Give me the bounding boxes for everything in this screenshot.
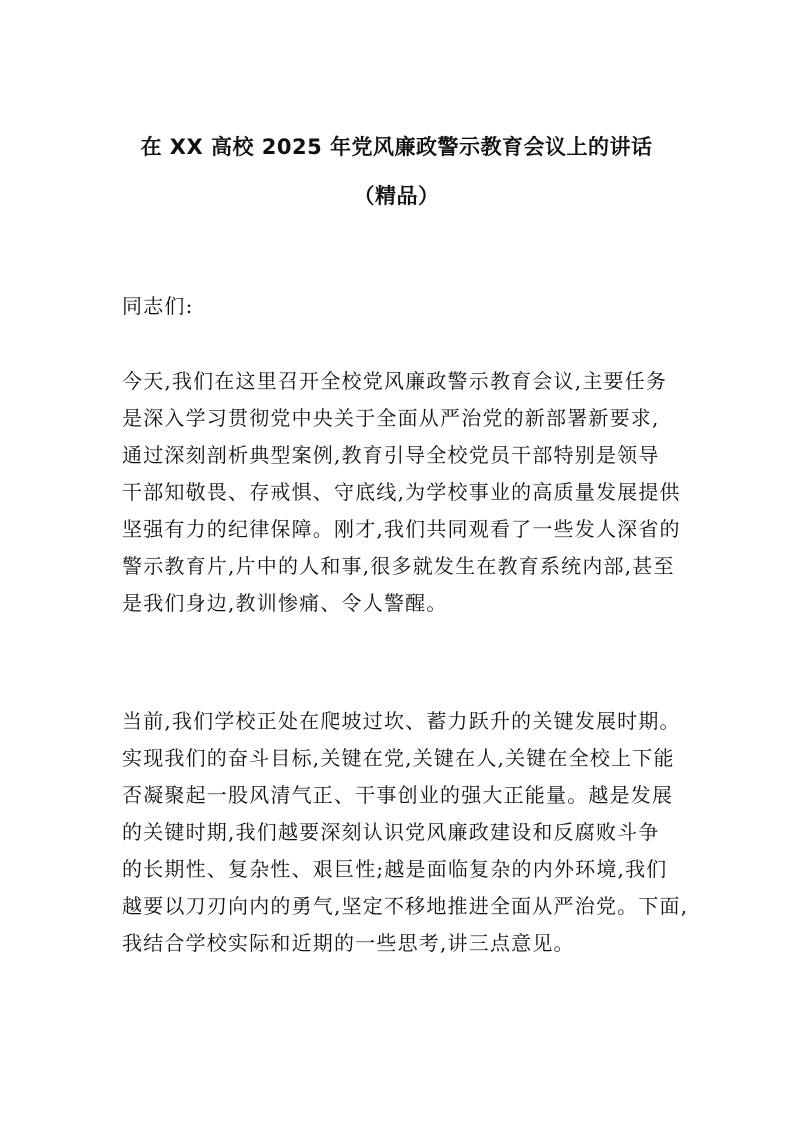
paragraph-line: 通过深刻剖析典型案例,教育引导全校党员干部特别是领导 [122,443,660,467]
paragraph-line: 实现我们的奋斗目标,关键在党,关键在人,关键在全校上下能 [122,746,675,770]
paragraph-line: 警示教育片,片中的人和事,很多就发生在教育系统内部,甚至 [122,554,675,578]
paragraph-line: 是深入学习贯彻党中央关于全面从严治党的新部署新要求, [122,406,660,430]
greeting: 同志们: [122,294,194,318]
paragraph-2 [122,703,689,962]
paragraph-line: 否凝聚起一股风清气正、干事创业的强大正能量。越是发展 [122,783,674,807]
paragraph-line: 干部知敬畏、存戒惧、守底线,为学校事业的高质量发展提供 [122,480,681,504]
paragraph-line: 的长期性、复杂性、艰巨性;越是面临复杂的内外环境,我们 [122,857,668,881]
paragraph-line: 今天,我们在这里召开全校党风廉政警示教育会议,主要任务 [122,369,668,393]
paragraph-line: 是我们身边,教训惨痛、令人警醒。 [122,591,448,615]
paragraph-line: 我结合学校实际和近期的一些思考,讲三点意见。 [122,931,575,955]
paragraph-line: 的关键时期,我们越要深刻认识党风廉政建设和反腐败斗争 [122,820,660,844]
paragraph-line: 当前,我们学校正处在爬坡过坎、蓄力跃升的关键发展时期。 [122,709,681,733]
document-title: 在 XX 高校 2025 年党风廉政警示教育会议上的讲话 [140,135,653,159]
paragraph-line: 坚强有力的纪律保障。刚才,我们共同观看了一些发人深省的 [122,517,681,541]
paragraph-line: 越要以刀刃向内的勇气,坚定不移地推进全面从严治党。下面, [122,894,689,918]
document-subtitle: （精品） [353,184,440,208]
paragraph-1 [122,363,682,622]
